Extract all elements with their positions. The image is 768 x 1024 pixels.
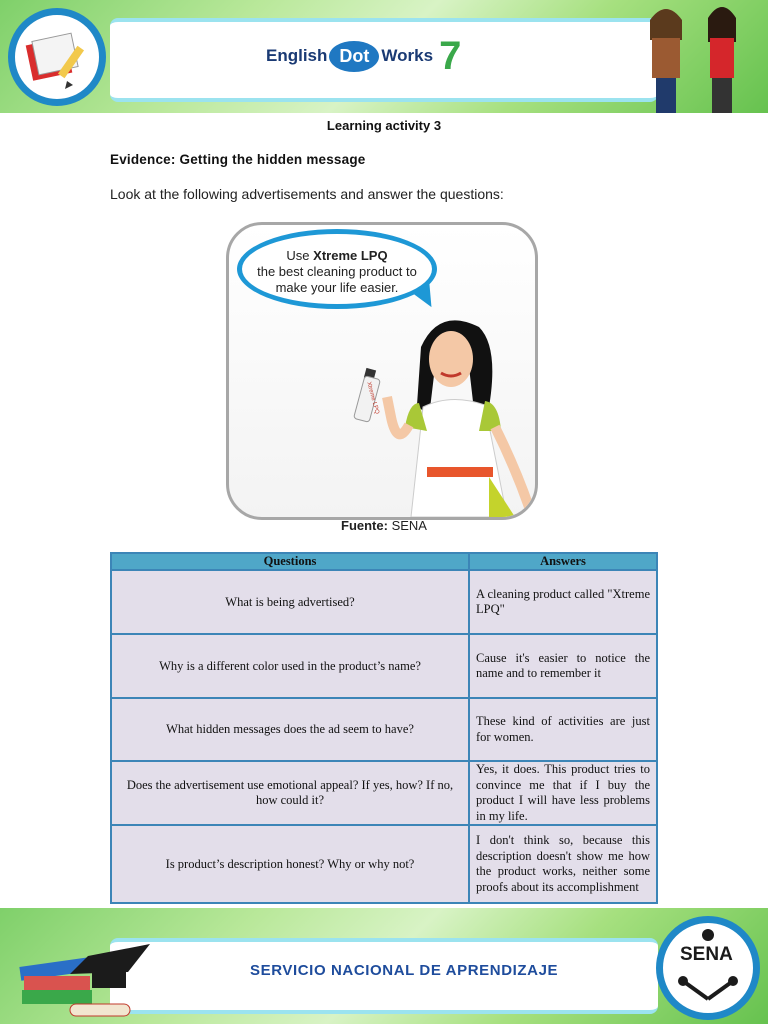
question-cell: Does the advertisement use emotional appeal? If yes, how? If no, how could it? [111,761,469,825]
table-row [111,761,657,825]
logo-number: 7 [439,34,462,78]
question-cell: What hidden messages does the ad seem to have? [111,698,469,761]
bubble-line2: the best cleaning product to [257,264,417,279]
bubble-brand: Xtreme LPQ [313,248,388,263]
logo-works: Works [381,46,434,65]
answers-header: Answers [469,553,657,570]
books-pencil-icon [15,15,99,99]
answer-cell: A cleaning product called "Xtreme LPQ" [469,570,657,634]
bubble-line3: make your life easier. [275,280,399,295]
footer-title: SERVICIO NACIONAL DE APRENDIZAJE [250,962,559,979]
header-banner [0,0,768,113]
sena-logo-text: SENA [680,944,733,965]
page-title: Learning activity 3 [326,118,442,133]
bottle-label: Xtreme LPQ [365,381,380,415]
question-cell: Is product’s description honest? Why or why not? [111,825,469,903]
source-label: Fuente: [341,518,388,533]
answer-cell: Yes, it does. This product tries to convince me that if I buy the product I will have less problems in my life. [469,761,657,825]
bubble-line1-prefix: Use [286,248,314,263]
question-cell: What is being advertised? [111,570,469,634]
sena-badge [656,916,760,1020]
table-row [111,698,657,761]
sena-logo-icon [663,923,753,1013]
advertisement-image [226,222,538,520]
questions-header: Questions [111,553,469,570]
image-source [0,518,768,533]
bottle-icon [353,367,383,427]
answer-cell: I don't think so, because this description doesn't show me how the product works, neither some proofs about its accomplishment [469,825,657,903]
questions-answers-table [110,552,658,904]
table-row [111,634,657,698]
question-cell: Why is a different color used in the product’s name? [111,634,469,698]
book-badge-icon [8,8,106,106]
answer-cell: These kind of activities are just for women. [469,698,657,761]
answer-cell: Cause it's easier to notice the name and to remember it [469,634,657,698]
logo-dot: Dot [329,41,379,72]
books-graduation-cap-icon [10,922,160,1022]
table-row [111,825,657,903]
speech-bubble [237,229,437,309]
logo-english: English [266,46,328,65]
instructions-text: Look at the following advertisements and answer the questions: [110,186,504,202]
source-value: SENA [391,518,427,533]
evidence-heading: Evidence: Getting the hidden message [110,152,366,167]
table-row [111,570,657,634]
table-header-row [111,553,657,570]
footer-banner [0,908,768,1024]
students-illustration [640,2,760,113]
english-dot-works-logo [266,36,461,76]
